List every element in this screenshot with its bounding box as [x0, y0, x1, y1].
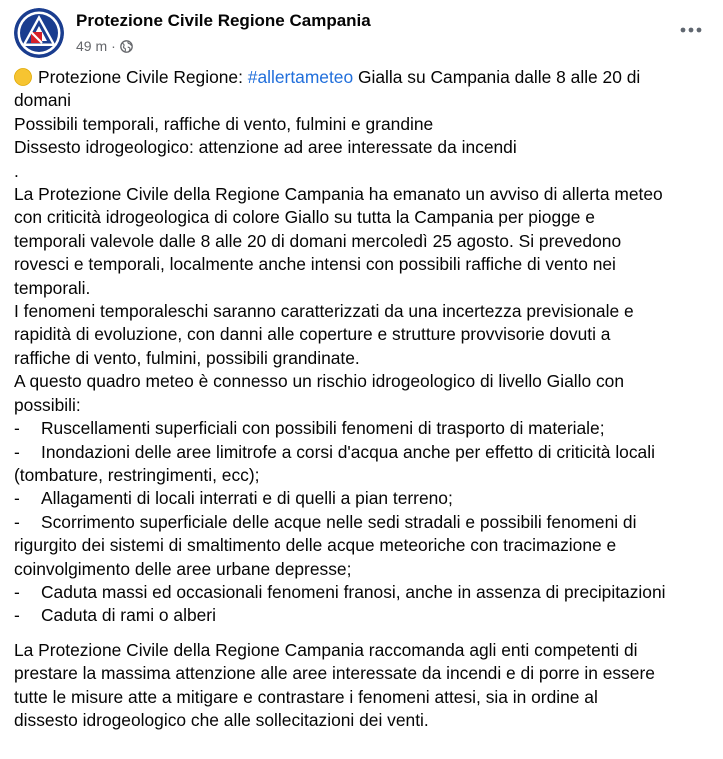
- post-line: La Protezione Civile della Regione Campania ha emanato un avviso di allerta meteo: [14, 184, 663, 205]
- post-meta: [76, 38, 133, 54]
- bullet-continuation: (tombature, restringimenti, ecc);: [14, 464, 260, 485]
- bullet-text: Ruscellamenti superficiali con possibili fenomeni di trasporto di materiale;: [41, 418, 605, 439]
- bullet-text: Inondazioni delle aree limitrofe a corsi d'acqua anche per effetto di criticità locali: [41, 441, 655, 462]
- page-avatar[interactable]: [14, 8, 64, 58]
- bullet-dash: -: [14, 605, 20, 626]
- bullet-dash: -: [14, 418, 20, 439]
- post-line: Dissesto idrogeologico: attenzione ad aree interessate da incendi: [14, 137, 517, 158]
- bullet-text: Caduta massi ed occasionali fenomeni franosi, anche in assenza di precipitazioni: [41, 581, 666, 602]
- post-body: [14, 66, 714, 732]
- post-line: rovesci e temporali, localmente anche intensi con possibili raffiche di vento nei: [14, 254, 616, 275]
- post-timestamp[interactable]: 49 m: [76, 38, 108, 54]
- civil-protection-logo-icon: [14, 8, 64, 58]
- more-options-icon: [680, 27, 702, 33]
- intro-prefix: Protezione Civile Regione:: [38, 67, 248, 87]
- closing-line: tutte le misure atte a mitigare e contrastare i fenomeni attesi, sia in ordine al: [14, 686, 598, 707]
- post-line: A questo quadro meteo è connesso un rischio idrogeologico di livello Giallo con: [14, 371, 625, 392]
- bullet-item: [14, 417, 714, 440]
- post-line: domani: [14, 90, 72, 111]
- more-options-button[interactable]: [673, 18, 709, 42]
- bullet-item: [14, 511, 714, 534]
- bullet-text: Scorrimento superficiale delle acque nelle sedi stradali e possibili fenomeni di: [41, 511, 637, 532]
- bullet-continuation: rigurgito dei sistemi di smaltimento delle acque meteoriche con tracimazione e: [14, 535, 617, 556]
- post-line: temporali valevole dalle 8 alle 20 di domani mercoledì 25 agosto. Si prevedono: [14, 230, 622, 251]
- intro-suffix: Gialla su Campania dalle 8 alle 20 di: [353, 67, 641, 87]
- bullet-text: Allagamenti di locali interrati e di quelli a pian terreno;: [41, 488, 453, 509]
- post-line: con criticità idrogeologica di colore Giallo su tutta la Campania per piogge e: [14, 207, 595, 228]
- hashtag-allertameteo[interactable]: #allertameteo: [247, 67, 354, 87]
- bullet-dash: -: [14, 581, 20, 602]
- bullet-continuation: coinvolgimento delle aree urbane depresse;: [14, 558, 352, 579]
- closing-line: dissesto idrogeologico che alle sollecitazioni dei venti.: [14, 709, 429, 730]
- bullet-dash: -: [14, 488, 20, 509]
- globe-icon[interactable]: [120, 40, 133, 53]
- post-line: rapidità di evoluzione, con danni alle coperture e strutture provvisorie dovuti a: [14, 324, 611, 345]
- post-line: I fenomeni temporaleschi saranno caratterizzati da una incertezza previsionale e: [14, 301, 634, 322]
- yellow-circle-emoji-icon: [14, 68, 32, 86]
- bullet-dash: -: [14, 511, 20, 532]
- paragraph-gap: [14, 628, 714, 639]
- bullet-item: [14, 441, 714, 464]
- bullet-text: Caduta di rami o alberi: [41, 605, 216, 626]
- post-line: .: [14, 160, 19, 181]
- bullet-item: [14, 604, 714, 627]
- bullet-item: [14, 581, 714, 604]
- bullet-dash: -: [14, 441, 20, 462]
- post-line: raffiche di vento, fulmini, possibili grandinate.: [14, 347, 360, 368]
- closing-line: La Protezione Civile della Regione Campania raccomanda agli enti competenti di: [14, 639, 638, 660]
- post-header: [14, 8, 709, 58]
- page-name[interactable]: Protezione Civile Regione Campania: [76, 11, 371, 30]
- closing-line: prestare la massima attenzione alle aree interessate da incendi e di porre in essere: [14, 663, 655, 684]
- post-intro-line: [14, 66, 714, 89]
- post-line: Possibili temporali, raffiche di vento, fulmini e grandine: [14, 113, 434, 134]
- post-line: possibili:: [14, 394, 81, 415]
- bullet-item: [14, 487, 714, 510]
- post-line: temporali.: [14, 277, 91, 298]
- meta-separator: ·: [111, 38, 116, 54]
